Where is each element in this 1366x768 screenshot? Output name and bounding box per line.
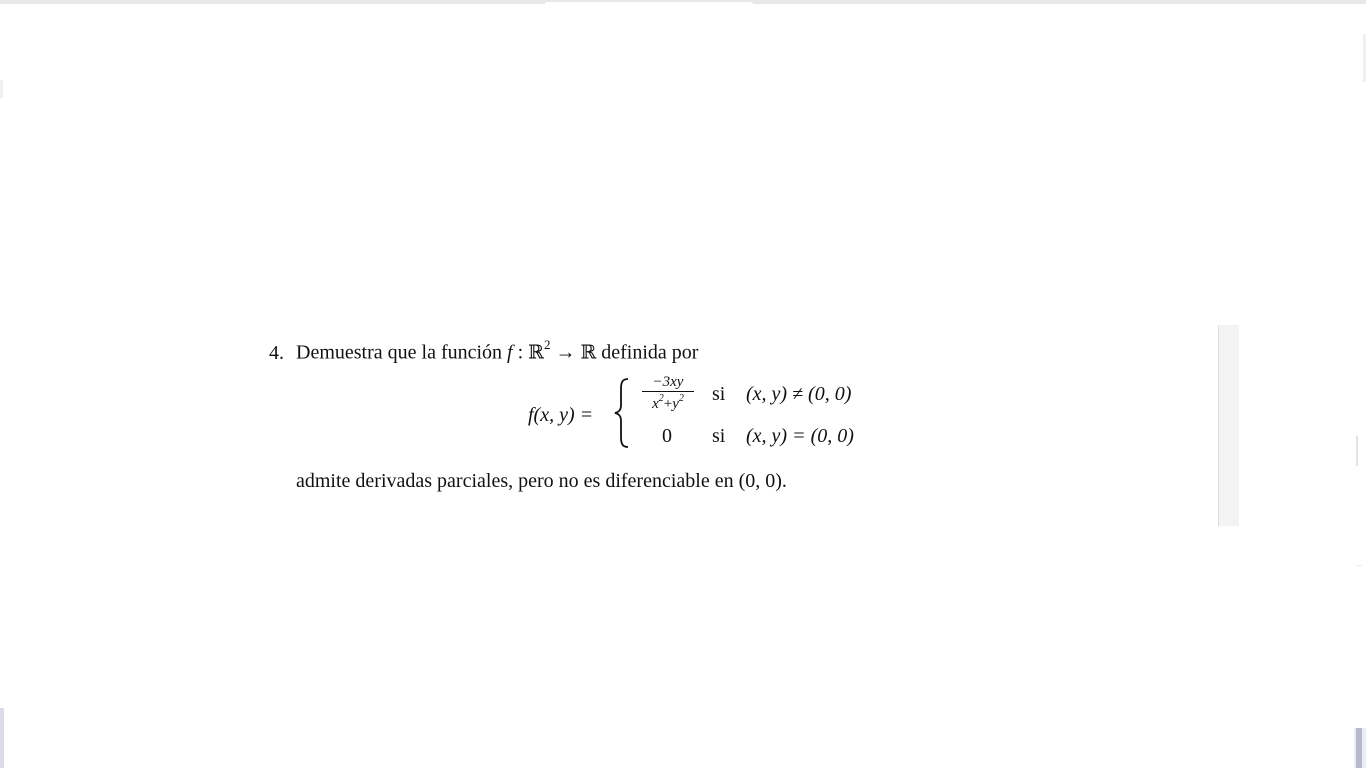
function-lhs: f(x, y) = — [528, 404, 594, 426]
case2-si: si — [712, 425, 726, 447]
left-edge-marker — [0, 80, 3, 98]
left-brace-icon — [612, 377, 632, 449]
intro-after-text: definida por — [601, 341, 699, 364]
piecewise-definition — [528, 375, 888, 455]
conclusion-line: admite derivadas parciales, pero no es diferenciable en (0, 0). — [296, 470, 787, 492]
function-name: f — [507, 341, 513, 364]
vertical-scrollbar[interactable] — [1218, 325, 1239, 526]
bottom-right-scroll-thumb[interactable] — [1356, 728, 1362, 768]
case1-si: si — [712, 383, 726, 405]
next-page-top — [4, 708, 1354, 768]
fraction — [642, 374, 694, 412]
problem-number: 4. — [269, 341, 284, 364]
intro-text: Demuestra que la función — [296, 341, 503, 364]
problem-statement-line — [269, 333, 698, 367]
case1-condition: (x, y) ≠ (0, 0) — [746, 383, 852, 405]
colon: : — [517, 341, 524, 364]
case2-value: 0 — [662, 425, 672, 447]
right-edge-marker-2 — [1356, 436, 1358, 466]
fraction-numerator: −3xy — [642, 374, 694, 392]
domain-symbol: ℝ — [528, 341, 544, 364]
active-tab[interactable] — [545, 2, 753, 6]
case2-condition: (x, y) = (0, 0) — [746, 425, 854, 447]
arrow-symbol: → — [555, 341, 576, 364]
fraction-denominator: $x^2+y^2$ — [652, 393, 684, 412]
domain-exponent: 2 — [543, 337, 551, 352]
codomain-symbol: ℝ — [580, 341, 597, 364]
right-edge-marker-3 — [1356, 565, 1362, 576]
